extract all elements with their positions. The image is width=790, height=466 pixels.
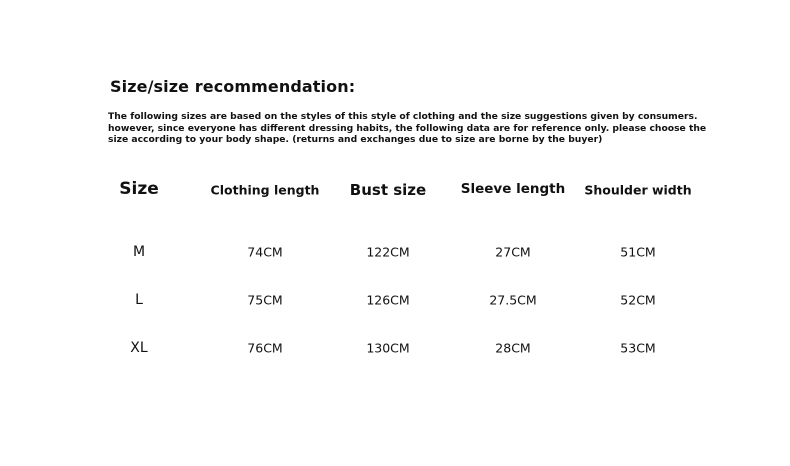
header-shoulder-width: Shoulder width (584, 182, 692, 198)
header-bust-size: Bust size (349, 181, 427, 199)
shoulder-width-value: 52CM (620, 292, 656, 308)
size-label: L (135, 292, 143, 308)
disclaimer-line: The following sizes are based on the styles of this style of clothing and the size suggestions given by consumers. (108, 111, 698, 122)
page-title: Size/size recommendation: (110, 77, 356, 96)
sleeve-length-value: 27CM (495, 244, 531, 260)
shoulder-width-value: 53CM (620, 340, 656, 356)
clothing-length-value: 75CM (247, 292, 283, 308)
shoulder-width-value: 51CM (620, 244, 656, 260)
header-clothing-length: Clothing length (210, 182, 320, 198)
clothing-length-value: 76CM (247, 340, 283, 356)
header-size: Size (119, 179, 159, 199)
disclaimer-line: size according to your body shape. (returns and exchanges due to size are borne by the buyer) (108, 134, 603, 145)
size-label: XL (130, 340, 148, 356)
clothing-length-value: 74CM (247, 244, 283, 260)
bust-size-value: 130CM (366, 340, 410, 356)
header-sleeve-length: Sleeve length (460, 181, 566, 197)
disclaimer-line: however, since everyone has different dressing habits, the following data are for reference only. please choose the (108, 122, 707, 134)
sleeve-length-value: 27.5CM (489, 292, 537, 308)
sleeve-length-value: 28CM (495, 340, 531, 356)
bust-size-value: 122CM (366, 244, 410, 260)
size-label: M (132, 244, 146, 260)
bust-size-value: 126CM (366, 292, 410, 308)
